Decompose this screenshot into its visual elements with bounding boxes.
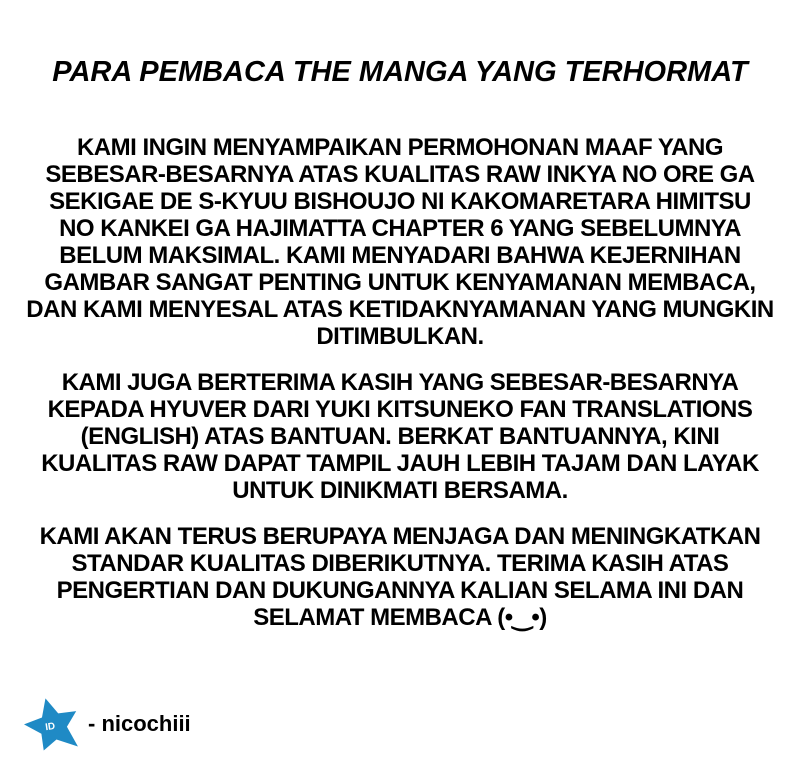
notice-line: KEPADA HYUVER DARI YUKI KITSUNEKO FAN TRANSLATIONS [47,396,753,423]
notice-line: BELUM MAKSIMAL. KAMI MENYADARI BAHWA KEJERNIHAN [59,242,741,269]
notice-line: DITIMBULKAN. [316,323,484,350]
page-title: PARA PEMBACA THE MANGA YANG TERHORMAT [52,56,748,88]
notice-line: DAN KAMI MENYESAL ATAS KETIDAKNYAMANAN YANG MUNGKIN [26,296,774,323]
notice-line: SEKIGAE DE S-KYUU BISHOUJO NI KAKOMARETARA HIMITSU [49,188,751,215]
notice-line: (ENGLISH) ATAS BANTUAN. BERKAT BANTUANNYA, KINI [80,423,720,450]
notice-line: KAMI JUGA BERTERIMA KASIH YANG SEBESAR-BESARNYA [61,369,739,396]
notice-line: UNTUK DINIKMATI BERSAMA. [232,477,568,504]
notice-line: KAMI INGIN MENYAMPAIKAN PERMOHONAN MAAF YANG [76,134,724,161]
notice-line: GAMBAR SANGAT PENTING UNTUK KENYAMANAN MEMBACA, [44,269,756,296]
notice-line: SELAMAT MEMBACA (•‿•) [253,604,547,631]
group-star-logo [24,693,82,757]
notice-line: NO KANKEI GA HAJIMATTA CHAPTER 6 YANG SEBELUMNYA [59,215,741,242]
notice-line: SEBESAR-BESARNYA ATAS KUALITAS RAW INKYA NO ORE GA [45,161,755,188]
apology-paragraph [0,134,800,350]
notice-line: PENGERTIAN DAN DUKUNGANNYA KALIAN SELAMA INI DAN [56,577,744,604]
notice-line: KUALITAS RAW DAPAT TAMPIL JAUH LEBIH TAJAM DAN LAYAK [41,450,759,477]
notice-body [0,134,800,650]
notice-line: KAMI AKAN TERUS BERUPAYA MENJAGA DAN MENINGKATKAN [39,523,761,550]
closing-paragraph [0,523,800,631]
thanks-paragraph [0,369,800,504]
credit-text: - nicochiii [88,711,191,736]
notice-line: STANDAR KUALITAS DIBERIKUTNYA. TERIMA KASIH ATAS [71,550,729,577]
star-id-label: ID [44,720,56,734]
star-icon [24,693,82,757]
footer [0,690,800,766]
